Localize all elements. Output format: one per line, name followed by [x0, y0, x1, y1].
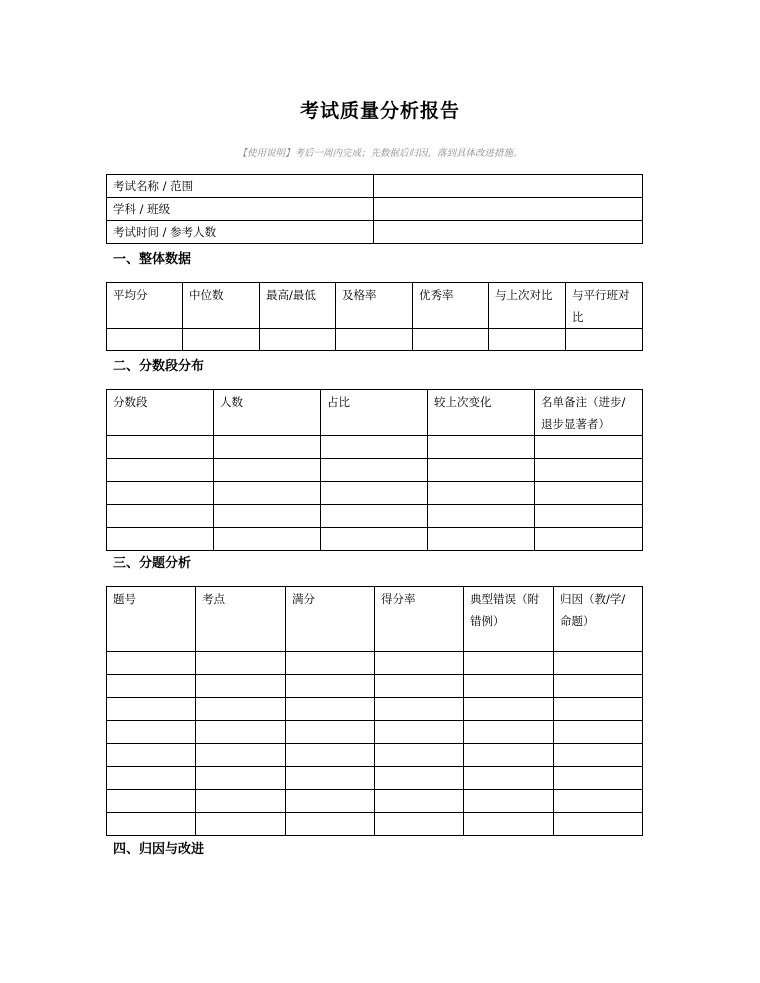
table-cell[interactable]: [107, 744, 196, 767]
table-row: [107, 528, 643, 551]
table-cell[interactable]: [566, 329, 643, 351]
table-row: [107, 175, 643, 198]
table-row: [107, 652, 643, 675]
header-count: 人数: [214, 390, 321, 436]
info-label-subject-class: 学科 / 班级: [107, 198, 374, 221]
info-value-exam-time[interactable]: [374, 221, 643, 244]
table-row: [107, 675, 643, 698]
table-cell[interactable]: [428, 482, 535, 505]
table-header-row: [107, 283, 643, 329]
table-cell[interactable]: [196, 675, 286, 698]
header-pass-rate: 及格率: [336, 283, 413, 329]
table-cell[interactable]: [286, 652, 375, 675]
header-median: 中位数: [183, 283, 260, 329]
table-cell[interactable]: [107, 652, 196, 675]
header-question-no: 题号: [107, 587, 196, 652]
header-vs-parallel: 与平行班对比: [566, 283, 643, 329]
table-cell[interactable]: [196, 767, 286, 790]
table-cell[interactable]: [286, 767, 375, 790]
table-cell[interactable]: [196, 744, 286, 767]
table-cell[interactable]: [214, 505, 321, 528]
table-cell[interactable]: [321, 482, 428, 505]
table-cell[interactable]: [107, 790, 196, 813]
table-row: [107, 459, 643, 482]
header-score-rate: 得分率: [375, 587, 464, 652]
table-cell[interactable]: [428, 436, 535, 459]
table-cell[interactable]: [286, 813, 375, 836]
table-cell[interactable]: [214, 482, 321, 505]
table-cell[interactable]: [554, 744, 643, 767]
table-cell[interactable]: [413, 329, 489, 351]
overall-data-table: [106, 282, 643, 351]
table-cell[interactable]: [107, 482, 214, 505]
info-label-exam-name: 考试名称 / 范围: [107, 175, 374, 198]
table-cell[interactable]: [535, 482, 643, 505]
table-row: [107, 221, 643, 244]
table-cell[interactable]: [107, 329, 183, 351]
section-heading-item-analysis: 三、分题分析: [113, 556, 192, 571]
table-row: [107, 790, 643, 813]
table-cell[interactable]: [286, 744, 375, 767]
table-cell[interactable]: [464, 675, 554, 698]
table-row: [107, 767, 643, 790]
header-full-score: 满分: [286, 587, 375, 652]
table-cell[interactable]: [375, 813, 464, 836]
table-cell[interactable]: [183, 329, 260, 351]
table-cell[interactable]: [464, 767, 554, 790]
table-cell[interactable]: [196, 813, 286, 836]
table-cell[interactable]: [554, 767, 643, 790]
table-cell[interactable]: [375, 721, 464, 744]
table-row: [107, 744, 643, 767]
table-cell[interactable]: [214, 459, 321, 482]
table-cell[interactable]: [260, 329, 336, 351]
header-knowledge-point: 考点: [196, 587, 286, 652]
table-cell[interactable]: [107, 528, 214, 551]
table-cell[interactable]: [464, 744, 554, 767]
table-cell[interactable]: [196, 698, 286, 721]
header-typical-errors: 典型错误（附错例）: [464, 587, 554, 652]
table-cell[interactable]: [535, 505, 643, 528]
table-cell[interactable]: [554, 813, 643, 836]
info-label-exam-time: 考试时间 / 参考人数: [107, 221, 374, 244]
header-excellent-rate: 优秀率: [413, 283, 489, 329]
table-cell[interactable]: [489, 329, 566, 351]
header-score-band: 分数段: [107, 390, 214, 436]
table-cell[interactable]: [535, 436, 643, 459]
table-cell[interactable]: [554, 652, 643, 675]
table-cell[interactable]: [286, 721, 375, 744]
table-cell[interactable]: [375, 698, 464, 721]
exam-info-table: [106, 174, 643, 244]
table-cell[interactable]: [286, 698, 375, 721]
table-cell[interactable]: [464, 698, 554, 721]
table-cell[interactable]: [428, 459, 535, 482]
table-cell[interactable]: [375, 675, 464, 698]
table-cell[interactable]: [375, 790, 464, 813]
item-analysis-table: [106, 586, 643, 836]
table-cell[interactable]: [214, 436, 321, 459]
header-ratio: 占比: [321, 390, 428, 436]
section-heading-attribution: 四、归因与改进: [113, 842, 205, 857]
header-vs-last: 与上次对比: [489, 283, 566, 329]
section-heading-score-bands: 二、分数段分布: [113, 359, 205, 374]
table-header-row: [107, 390, 643, 436]
table-row: [107, 436, 643, 459]
table-cell[interactable]: [107, 459, 214, 482]
table-cell[interactable]: [554, 790, 643, 813]
table-cell[interactable]: [428, 528, 535, 551]
table-cell[interactable]: [375, 652, 464, 675]
table-cell[interactable]: [554, 675, 643, 698]
table-cell[interactable]: [107, 436, 214, 459]
table-cell[interactable]: [107, 813, 196, 836]
table-cell[interactable]: [107, 675, 196, 698]
info-value-exam-name[interactable]: [374, 175, 643, 198]
table-cell[interactable]: [107, 721, 196, 744]
header-roster-note: 名单备注（进步/退步显著者）: [535, 390, 643, 436]
table-cell[interactable]: [321, 436, 428, 459]
table-cell[interactable]: [464, 813, 554, 836]
table-row: [107, 482, 643, 505]
table-cell[interactable]: [464, 652, 554, 675]
table-cell[interactable]: [321, 459, 428, 482]
table-row: [107, 329, 643, 351]
table-cell[interactable]: [196, 790, 286, 813]
table-cell[interactable]: [554, 721, 643, 744]
table-row: [107, 721, 643, 744]
table-cell[interactable]: [107, 767, 196, 790]
document-title: 考试质量分析报告: [299, 100, 460, 122]
table-cell[interactable]: [375, 767, 464, 790]
table-row: [107, 198, 643, 221]
header-max-min: 最高/最低: [260, 283, 336, 329]
table-cell[interactable]: [107, 698, 196, 721]
table-cell[interactable]: [464, 790, 554, 813]
table-cell[interactable]: [336, 329, 413, 351]
table-row: [107, 698, 643, 721]
usage-note: 【使用说明】考后一周内完成；先数据后归因，落到具体改进措施。: [237, 148, 523, 159]
table-cell[interactable]: [107, 505, 214, 528]
table-row: [107, 813, 643, 836]
table-cell[interactable]: [214, 528, 321, 551]
header-average: 平均分: [107, 283, 183, 329]
table-cell[interactable]: [286, 790, 375, 813]
info-value-subject-class[interactable]: [374, 198, 643, 221]
table-cell[interactable]: [196, 652, 286, 675]
table-cell[interactable]: [286, 675, 375, 698]
table-cell[interactable]: [464, 721, 554, 744]
score-band-table: [106, 389, 643, 551]
table-cell[interactable]: [321, 528, 428, 551]
table-cell[interactable]: [196, 721, 286, 744]
section-heading-overall: 一、整体数据: [113, 252, 192, 267]
table-cell[interactable]: [321, 505, 428, 528]
table-cell[interactable]: [375, 744, 464, 767]
table-row: [107, 505, 643, 528]
table-cell[interactable]: [428, 505, 535, 528]
table-cell[interactable]: [554, 698, 643, 721]
table-cell[interactable]: [535, 528, 643, 551]
table-header-row: [107, 587, 643, 652]
header-change: 较上次变化: [428, 390, 535, 436]
table-cell[interactable]: [535, 459, 643, 482]
header-attribution: 归因（教/学/命题）: [554, 587, 643, 652]
